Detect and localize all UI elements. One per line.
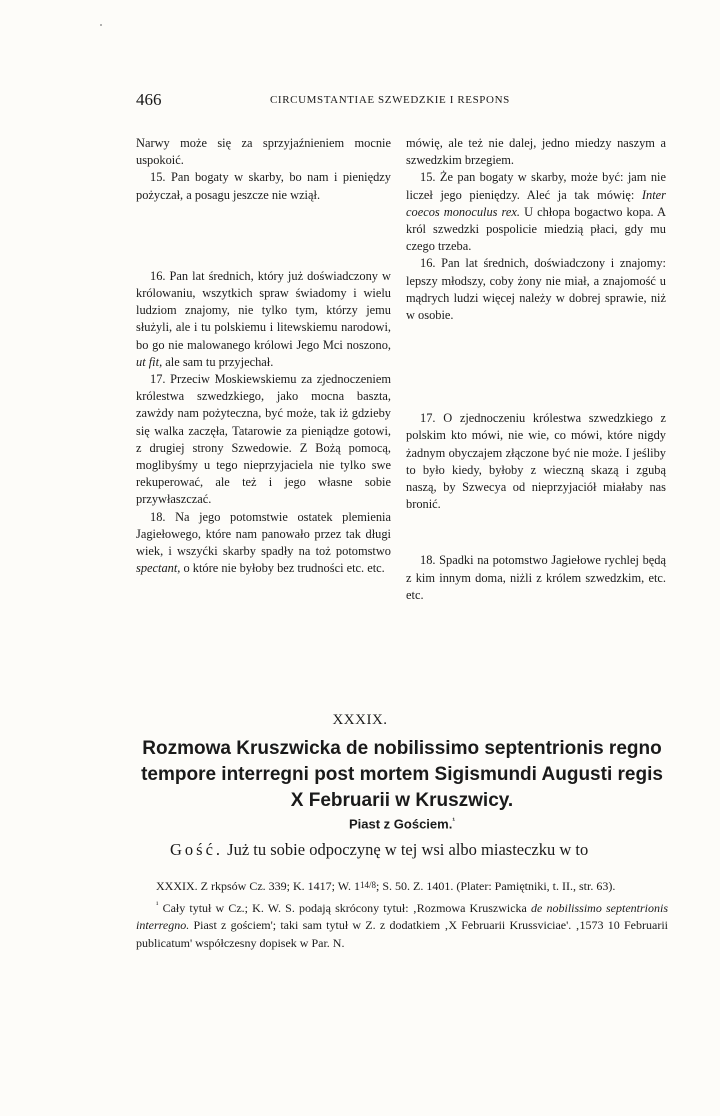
speck xyxy=(100,24,102,26)
left-paragraph-18: 18. Na jego potomstwie ostatek plemienia Jagiełowego, które nam panowało przez tak długi wiek, i wszyćki skarby spadły na toż potomstwo spectant, o które nie byłoby bez trudności etc. etc. xyxy=(136,509,391,576)
right-paragraph-16: 16. Pan lat średnich, doświadczony i znajomy: lepszy młodszy, coby żony nie miał, a znajomość u mądrych ludzi więcej należy w dobrej sprawie, niż w osobie. xyxy=(406,256,666,323)
footnotes xyxy=(136,877,668,952)
section-title: Rozmowa Kruszwicka de nobilissimo septentrionis regno tempore interregni post mortem Sigismundi Augusti regis X Februarii w Kruszwicy. xyxy=(141,738,663,811)
left-paragraph-1: Narwy może się za sprzyjaźnieniem mocnie uspokoić. xyxy=(136,136,391,168)
section-subtitle: Piast z Gościem.$^{^1}$ xyxy=(349,816,455,832)
running-title: CIRCUMSTANTIAE SZWEDZKIE I RESPONS xyxy=(270,94,510,106)
footnote-1: $^{^1}$ Cały tytuł w Cz.; K. W. S. podają skrócony tytuł: ‚Rozmowa Kruszwicka de nobilissimo septentrionis interregno. Piast z gościem'; taki sam tytuł w Z. z dodatkiem ‚X Februarii Krussviciae'. ‚1573 10 Februarii publicatum' współczesny dopisek w Par. N. xyxy=(136,899,669,950)
page-number: 466 xyxy=(136,90,162,109)
source-note: XXXIX. Z rkpsów Cz. 339; K. 1417; W. 114/8; S. 50. Z. 1401. (Plater: Pamiętniki, t. II., str. 63). xyxy=(156,879,616,893)
section-number: XXXIX. xyxy=(332,712,388,728)
left-paragraph-17: 17. Przeciw Moskiewskiemu za zjednoczeniem królestwa szwedzkiego, jako mocna baszta, zawżdy nam pożyteczna, być może, tak iż gdzieby się walka zaczęła, Tatarowie za pieniądze gotowi, z drugiej strony Szwedowie. Z Bożą pomocą, moglibyśmy u tego nieprzyjaciela nie tylko swe rekuperować, ale też i jego własne sobie przywłaszczać. xyxy=(136,372,391,507)
left-paragraph-15: 15. Pan bogaty w skarby, bo nam i pieniędzy pożyczał, a posagu jeszcze nie wziął. xyxy=(136,170,391,202)
right-paragraph-1: mówię, ale też nie dalej, jedno miedzy naszym a szwedzkim brzegiem. xyxy=(406,136,666,168)
running-head xyxy=(136,90,676,114)
right-paragraph-18: 18. Spadki na potomstwo Jagiełowe rychlej będą z kim innym doma, niżli z królem szwedzkim, etc. etc. xyxy=(406,553,666,602)
opening-line: Gość. Już tu sobie odpoczynę w tej wsi albo miasteczku w to xyxy=(170,840,589,859)
left-column xyxy=(136,135,391,577)
left-paragraph-16: 16. Pan lat średnich, który już doświadczony w królowaniu, wszytkich spraw świadomy i wielu ludziom znajomy, nie tylko tym, którzy jemu służyli, ale i tu polskiemu i litewskiemu narodowi, bo go nie malowanego królowi Jego Mci noszono, ut fit, ale sam tu przyjechał. xyxy=(136,268,391,369)
right-paragraph-17: 17. O zjednoczeniu królestwa szwedzkiego z polskim kto mówi, nie wie, co mówi, które nigdy żadnym obyczajem złączone być nie może. I jeśliby to było kiedy, byłoby z wieczną skazą i zgubą naszą, by Szwecya od nieprzyjaciół miałaby nas bronić. xyxy=(406,411,666,512)
right-paragraph-15: 15. Że pan bogaty w skarby, może być: jam nie liczeł jego pieniędzy. Aleć ja tak mówię: Inter coecos monoculus rex. U chłopa bogactwo kopa. A król szwedzki pospolicie miedzią płaci, gdy mu czego trzeba. xyxy=(406,170,666,254)
speaker-label: Gość. xyxy=(170,840,224,859)
right-column xyxy=(406,135,666,604)
